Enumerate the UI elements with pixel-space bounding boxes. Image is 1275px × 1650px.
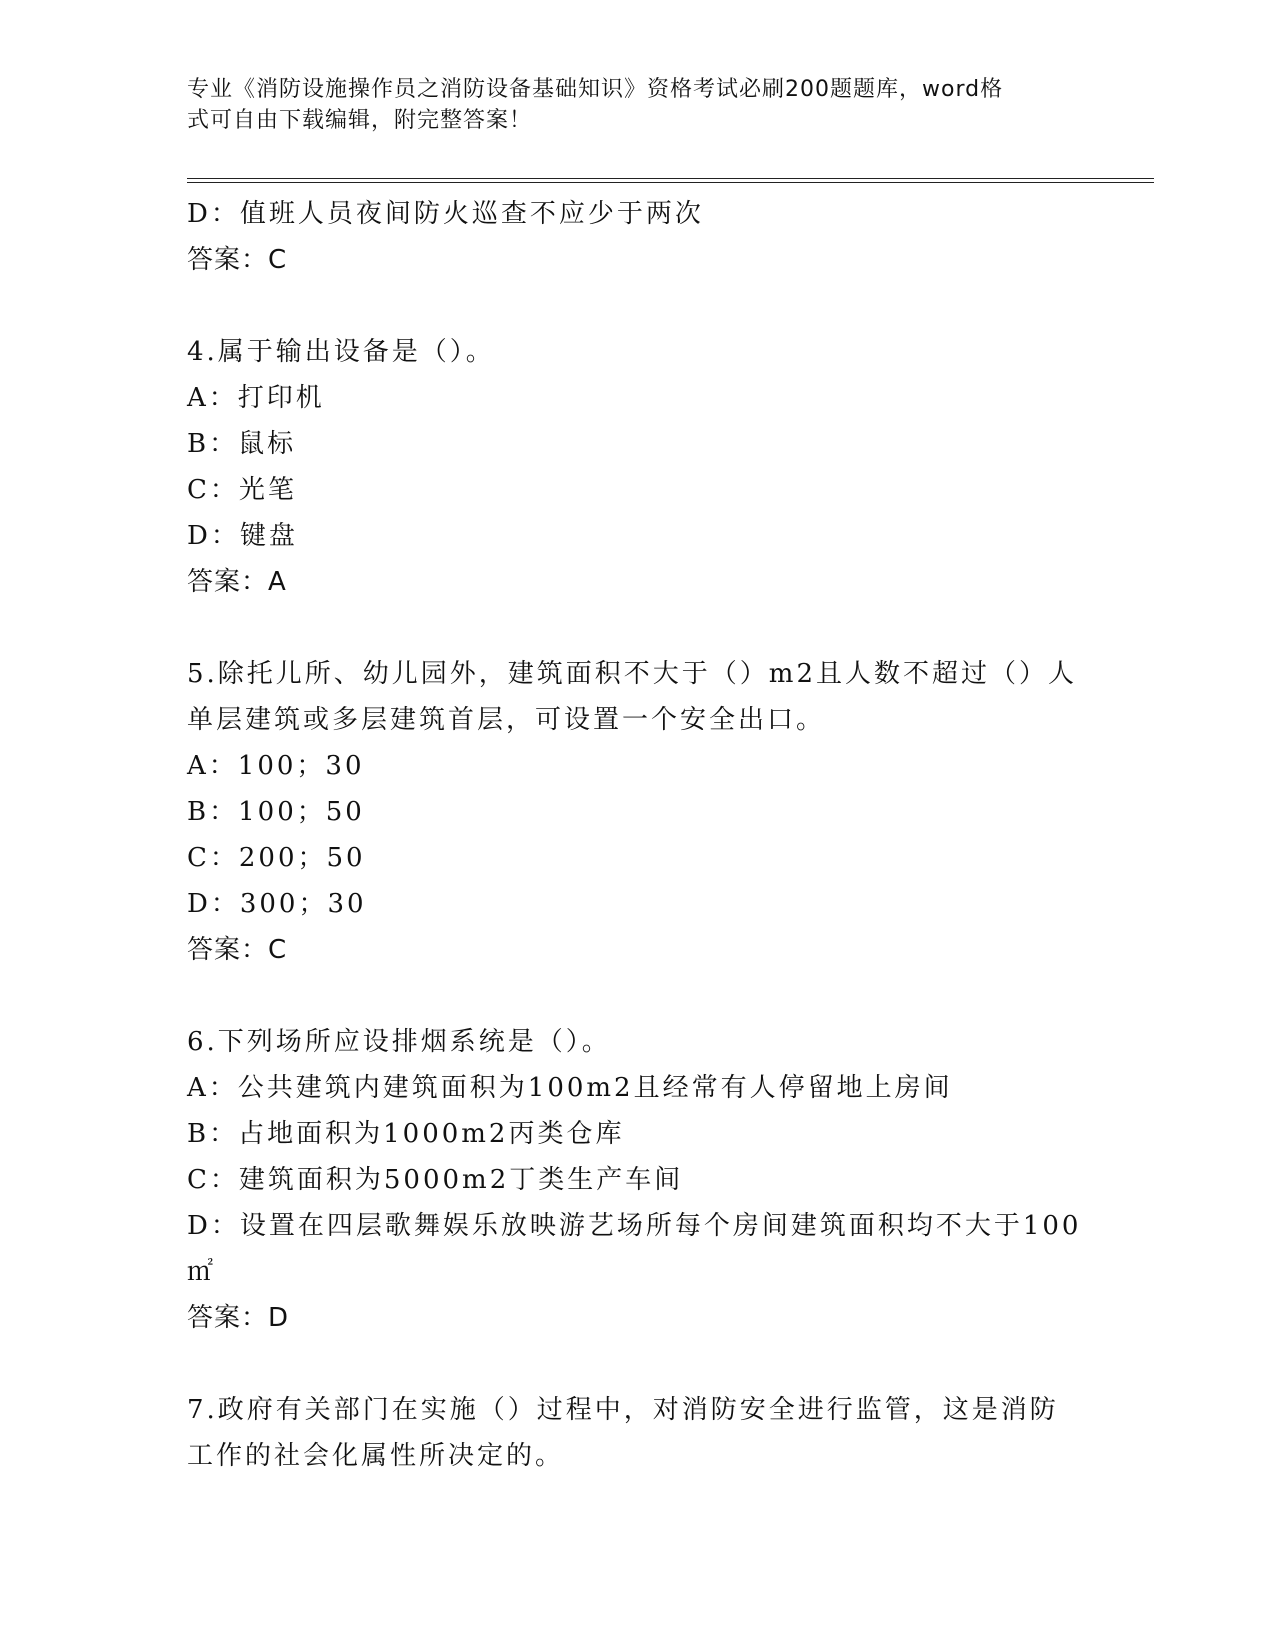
option-b: B：鼠标 [187, 429, 297, 459]
document-header [187, 74, 1067, 136]
option-d: D：300；30 [187, 889, 367, 919]
answer: 答案：D [187, 1303, 290, 1333]
question-6 [187, 1019, 1087, 1341]
question-3-tail [187, 191, 1087, 283]
question-stem-line-2: 单层建筑或多层建筑首层，可设置一个安全出口。 [187, 705, 826, 735]
answer: 答案：C [187, 245, 288, 275]
option-c: C：建筑面积为5000m2丁类生产车间 [187, 1165, 684, 1195]
question-stem: 6.下列场所应设排烟系统是（）。 [187, 1027, 611, 1057]
spacer [187, 973, 1087, 1019]
option-d: D：值班人员夜间防火巡查不应少于两次 [187, 199, 704, 229]
answer: 答案：A [187, 567, 287, 597]
option-a: A：打印机 [187, 383, 325, 413]
option-d: D：设置在四层歌舞娱乐放映游艺场所每个房间建筑面积均不大于100 [187, 1211, 1082, 1241]
header-line-1: 专业《消防设施操作员之消防设备基础知识》资格考试必刷200题题库，word格 [187, 77, 1004, 102]
question-stem-line-2: 工作的社会化属性所决定的。 [187, 1441, 565, 1471]
header-divider-bottom [187, 182, 1154, 183]
spacer [187, 1341, 1087, 1387]
option-c: C：光笔 [187, 475, 297, 505]
question-list [187, 191, 1087, 1479]
question-stem: 4.属于输出设备是（）。 [187, 337, 495, 367]
spacer [187, 283, 1087, 329]
question-5 [187, 651, 1087, 973]
option-b: B：占地面积为1000m2丙类仓库 [187, 1119, 625, 1149]
question-4 [187, 329, 1087, 605]
option-a: A：100；30 [187, 751, 365, 781]
question-stem-line-1: 5.除托儿所、幼儿园外，建筑面积不大于（）m2且人数不超过（）人 [187, 659, 1078, 689]
answer: 答案：C [187, 935, 288, 965]
option-c: C：200；50 [187, 843, 366, 873]
option-d: D：键盘 [187, 521, 298, 551]
option-a: A：公共建筑内建筑面积为100m2且经常有人停留地上房间 [187, 1073, 953, 1103]
question-7 [187, 1387, 1087, 1479]
question-stem-line-1: 7.政府有关部门在实施（）过程中，对消防安全进行监管，这是消防 [187, 1395, 1059, 1425]
option-d-continued: ㎡ [187, 1257, 217, 1287]
header-divider-top [187, 178, 1154, 179]
spacer [187, 605, 1087, 651]
option-b: B：100；50 [187, 797, 365, 827]
header-line-2: 式可自由下载编辑，附完整答案！ [187, 108, 533, 133]
